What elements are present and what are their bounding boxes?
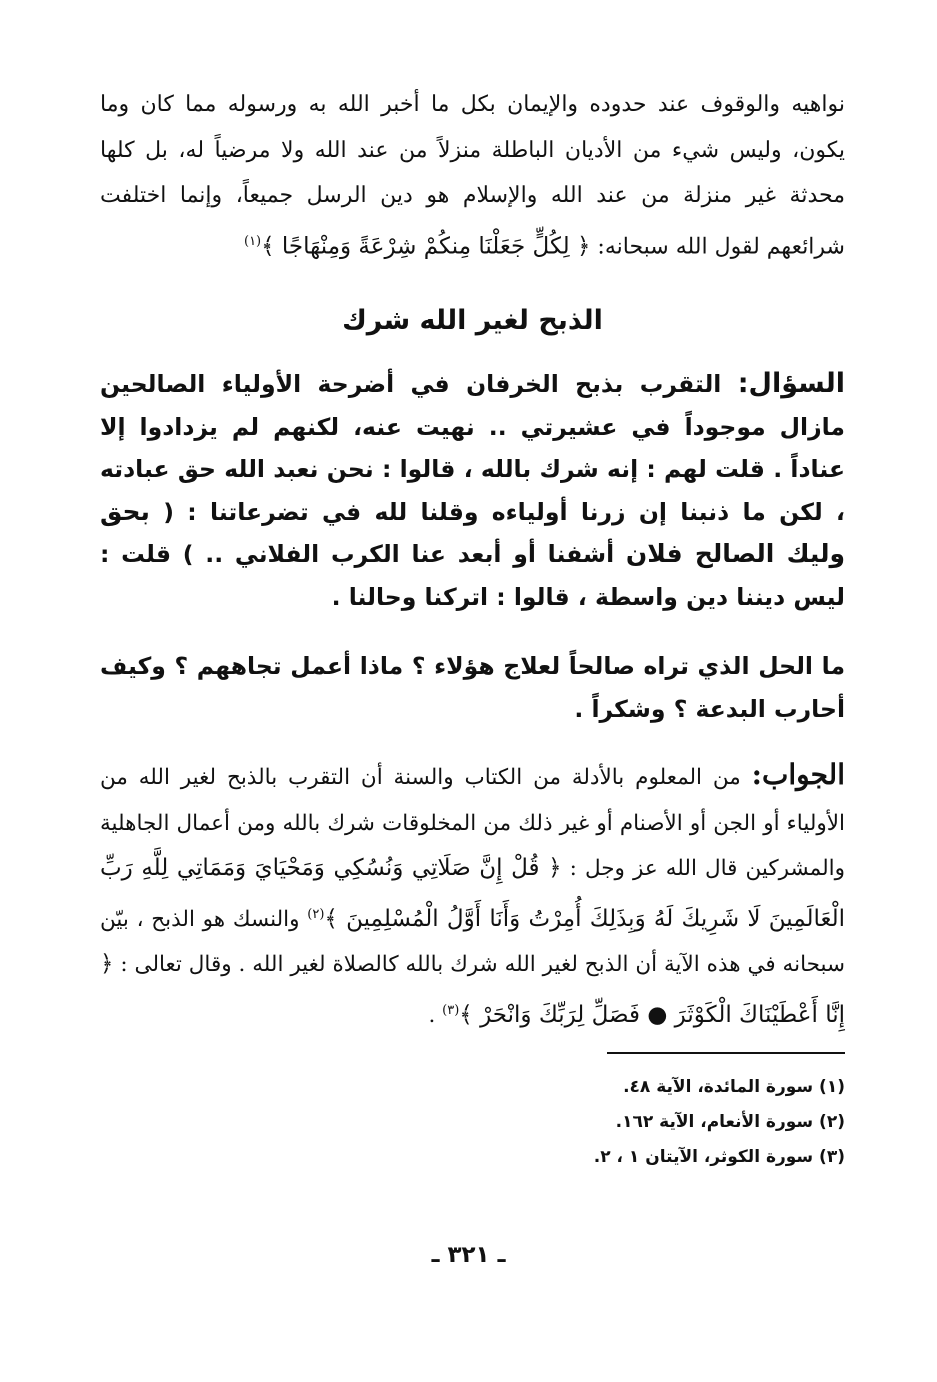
question-text-2: أشفنا أو أبعد عنا الكرب الفلاني .. ) قلت : ليس ديننا دين واسطة ، قالوا : اتركنا وحالنا . (100, 540, 845, 611)
answer-label: الجواب: (751, 758, 845, 791)
question-label: السؤال: (737, 368, 845, 399)
footnote-3: (٣) سورة الكوثر، الآيتان ١ ، ٢. (593, 1147, 845, 1167)
footnote-2: (٢) سورة الأنعام، الآية ١٦٢. (615, 1112, 845, 1132)
answer-text-2: والنسك هو الذبح ، بيّن سبحانه في هذه الآية أن الذبح لغير الله شرك بالله كالصلاة لغير الله . وقال تعالى : (100, 906, 845, 978)
page-number: ـ ٣٢١ ـ (431, 1242, 506, 1268)
answer-paragraph (100, 752, 845, 1038)
question-quote: بحق وليك الصالح فلان (100, 496, 845, 568)
intro-footnote-ref: (١) (243, 233, 262, 249)
intro-paragraph (100, 82, 845, 269)
answer-footnote-ref-2: (٣) (442, 1002, 460, 1018)
question-paragraph (100, 363, 845, 618)
section-heading: الذبح لغير الله شرك (342, 305, 603, 336)
answer-end: . (428, 1002, 443, 1028)
answer-verse-1: ﴿ قُلْ إِنَّ صَلَاتِي وَنُسُكِي وَمَحْيَايَ وَمَمَاتِي لِلَّهِ رَبِّ الْعَالَمِينَ لَا شَرِيكَ لَهُ وَبِذَلِكَ أُمِرْتُ وَأَنَا أَوَّلُ الْمُسْلِمِينَ ﴾ (100, 855, 845, 932)
intro-text: نواهيه والوقوف عند حدوده والإيمان بكل ما أخبر الله به ورسوله مما كان وما يكون، وليس شيء من الأديان الباطلة منزلاً من عند الله ولا مرضياً له، بل كلها محدثة غير منزلة من عند الله والإسلام هو دين الرسل جميعاً، وإنما اختلفت شرائعهم لقول الله سبحانه: (100, 92, 845, 259)
answer-footnote-ref-1: (٢) (307, 906, 325, 922)
question-followup: ما الحل الذي تراه صالحاً لعلاج هؤلاء ؟ ماذا أعمل تجاههم ؟ وكيف أحارب البدعة ؟ وشكراً . (100, 652, 845, 723)
footnotes (500, 1070, 845, 1175)
intro-verse: ﴿ لِكُلٍّ جَعَلْنَا مِنكُمْ شِرْعَةً وَمِنْهَاجًا ﴾ (261, 232, 591, 259)
footnote-divider (607, 1052, 845, 1054)
answer-verse-2: ﴿ إِنَّا أَعْطَيْنَاكَ الْكَوْثَرَ ● فَصَلِّ لِرَبِّكَ وَانْحَرْ ﴾ (100, 951, 845, 1028)
question-text-1: التقرب بذبح الخرفان في أضرحة الأولياء الصالحين مازال موجوداً في عشيرتي .. نهيت عنه، لكنهم لم يزدادوا إلا عناداً . قلت لهم : إنه شرك بالله ، قالوا : نحن نعبد الله حق عبادته ، لكن ما ذنبنا إن زرنا أولياءه وقلنا لله في تضرعاتنا : ( (100, 370, 845, 526)
footnote-1: (١) سورة المائدة، الآية ٤٨. (623, 1077, 845, 1097)
answer-text-1: من المعلوم بالأدلة من الكتاب والسنة أن التقرب بالذبح لغير الله من الأولياء أو الجن أو الأصنام أو غير ذلك من المخلوقات شرك بالله ومن أعمال الجاهلية والمشركين قال الله عز وجل : (100, 765, 845, 881)
